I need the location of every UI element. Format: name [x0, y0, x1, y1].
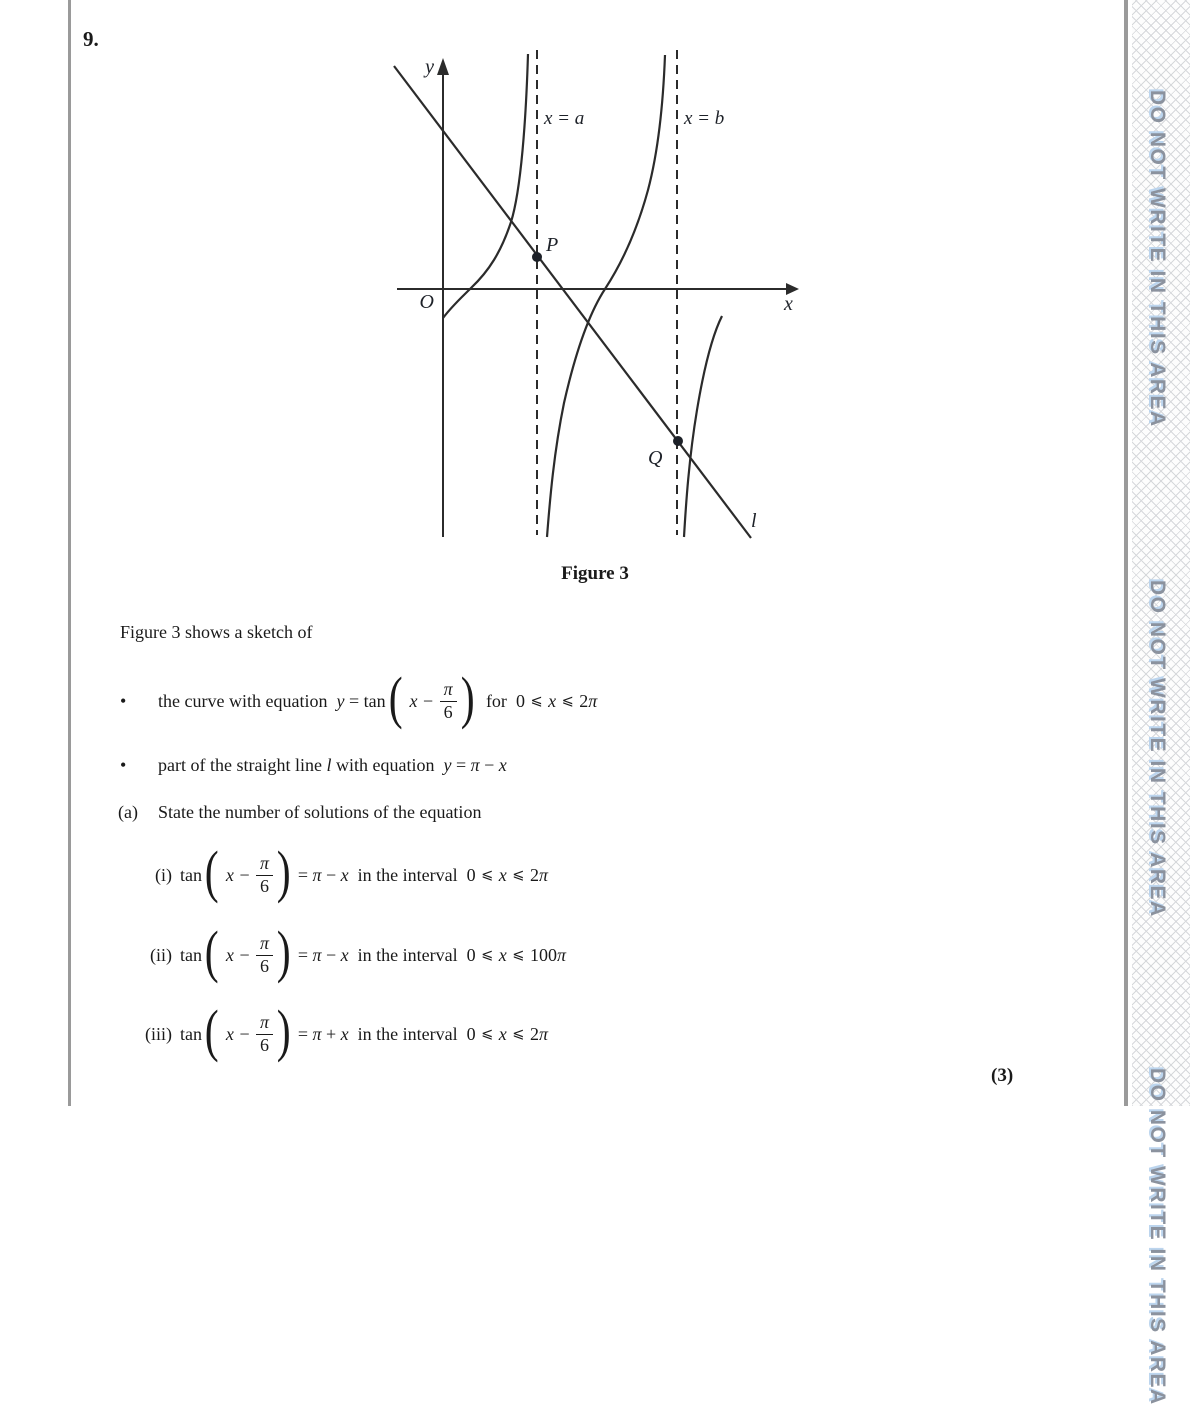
math-token: x — [494, 945, 512, 965]
math-token: π — [312, 945, 322, 965]
point-q-label: Q — [648, 447, 663, 469]
figure-caption: Figure 3 — [561, 563, 629, 584]
line-l-label: l — [751, 510, 757, 532]
math-token: 2 — [574, 691, 589, 711]
math-token: π — [538, 865, 548, 885]
math-token: 2 — [525, 1024, 539, 1044]
math-token: y — [336, 691, 345, 711]
math-token: π — [556, 945, 566, 965]
math-token: 100 — [525, 945, 557, 965]
y-axis-label: y — [425, 56, 434, 78]
tan-curve-figure — [380, 40, 810, 550]
math-token: with equation — [331, 755, 444, 775]
curve-equation: the curve with equation y = tan ( x − $\frac{\pi}{6}$ ) for 0 ⩽ x ⩽ 2 π — [158, 665, 598, 730]
math-token: = — [293, 1024, 313, 1044]
math-token: tan — [180, 945, 202, 965]
point-p-dot — [532, 252, 542, 262]
math-token: π — [588, 691, 598, 711]
math-token: π — [312, 1024, 322, 1044]
math-token: ⩽ — [512, 947, 525, 963]
math-token: = — [293, 865, 313, 885]
intro-text-content: Figure 3 shows a sketch of — [120, 622, 313, 642]
math-token: ⩽ — [561, 693, 574, 709]
math-token: x — [340, 865, 349, 885]
math-token: π — [312, 865, 322, 885]
part-a-prompt — [118, 801, 481, 823]
math-token: x — [340, 1024, 349, 1044]
math-token: y — [443, 755, 452, 775]
fraction: $\frac{\pi}{6}$ — [256, 854, 273, 896]
asymptote-b-label: x = b — [684, 108, 725, 129]
math-token: 0 — [466, 865, 481, 885]
equation-i: tan ( x − $\frac{\pi}{6}$ ) = π − x in the interval 0 ⩽ x ⩽ 2 π — [180, 839, 548, 904]
part-a-label: (a) — [118, 801, 138, 822]
margin-warning-text: DO NOT WRITE IN THIS AREA — [1146, 580, 1169, 918]
point-q-dot — [673, 436, 683, 446]
margin-warning-text: DO NOT WRITE IN THIS AREA — [1146, 1068, 1169, 1406]
marks-badge: (3) — [991, 1065, 1014, 1086]
equation-iii-row — [120, 998, 548, 1063]
page-right-rule — [1124, 0, 1128, 1106]
math-token: x − — [221, 1024, 255, 1044]
bullet-icon: • — [120, 754, 127, 775]
math-token: x — [498, 755, 507, 775]
math-token: ⩽ — [512, 1026, 525, 1042]
math-token: 0 — [466, 945, 481, 965]
math-token: − — [479, 755, 499, 775]
math-token: = — [293, 945, 313, 965]
figure-3-sketch — [380, 40, 810, 550]
bullet-icon: • — [120, 690, 127, 711]
y-axis-arrow-icon — [437, 58, 449, 75]
point-p-label: P — [546, 234, 559, 256]
line-equation — [158, 754, 507, 776]
equation-ii: tan ( x − $\frac{\pi}{6}$ ) = π − x in the interval 0 ⩽ x ⩽ 100 π — [180, 919, 566, 984]
math-token: in the interval — [348, 1024, 467, 1044]
math-token: x − — [221, 865, 255, 885]
math-token: in the interval — [348, 945, 467, 965]
do-not-write-margin — [1132, 0, 1190, 1406]
bullet-curve-equation — [120, 665, 598, 730]
math-token: ⩽ — [481, 867, 494, 883]
question-number: 9. — [83, 27, 99, 51]
fraction: $\frac{\pi}{6}$ — [256, 1013, 273, 1055]
math-token: ⩽ — [512, 867, 525, 883]
tan-branch-3 — [684, 316, 722, 537]
x-axis-label: x — [784, 293, 793, 315]
fraction: $\frac{\pi}{6}$ — [256, 934, 273, 976]
math-token: the curve with equation — [158, 691, 337, 711]
math-token: x — [543, 691, 561, 711]
math-token: ⩽ — [530, 693, 543, 709]
math-token: tan — [180, 1024, 202, 1044]
math-token: x − — [221, 945, 255, 965]
bullet-line-equation — [120, 754, 507, 776]
margin-warning-text: DO NOT WRITE IN THIS AREA — [1146, 90, 1169, 428]
math-token: tan — [180, 865, 202, 885]
math-token: 2 — [525, 865, 539, 885]
equation-i-row — [120, 839, 548, 904]
part-a-text: State the number of solutions of the equation — [158, 802, 482, 822]
math-token: x − — [404, 691, 439, 711]
math-token: in the interval — [348, 865, 467, 885]
intro-text — [120, 621, 312, 643]
equation-ii-label: (ii) — [150, 944, 172, 965]
math-token: 0 — [466, 1024, 481, 1044]
math-token: for — [476, 691, 516, 711]
asymptote-a-label: x = a — [544, 108, 585, 129]
math-token: l — [326, 755, 332, 775]
math-token: = — [451, 755, 471, 775]
fraction: $\frac{\pi}{6}$ — [440, 680, 457, 722]
equation-iii-label: (iii) — [145, 1023, 172, 1044]
math-token: − — [321, 945, 341, 965]
math-token: ⩽ — [481, 1026, 494, 1042]
math-token: − — [321, 865, 341, 885]
equation-ii-row — [120, 919, 566, 984]
math-token: π — [470, 755, 480, 775]
math-token: x — [494, 1024, 512, 1044]
math-token: ⩽ — [481, 947, 494, 963]
math-token: = tan — [344, 691, 386, 711]
math-token: 0 — [515, 691, 530, 711]
equation-iii: tan ( x − $\frac{\pi}{6}$ ) = π + x in the interval 0 ⩽ x ⩽ 2 π — [180, 998, 548, 1063]
line-l — [394, 66, 751, 538]
math-token: + — [321, 1024, 341, 1044]
equation-i-label: (i) — [155, 864, 172, 885]
math-token: x — [494, 865, 512, 885]
origin-label: O — [419, 291, 434, 313]
math-token: x — [340, 945, 349, 965]
math-token: π — [538, 1024, 548, 1044]
math-token: part of the straight line — [158, 755, 327, 775]
page-left-rule — [68, 0, 71, 1106]
